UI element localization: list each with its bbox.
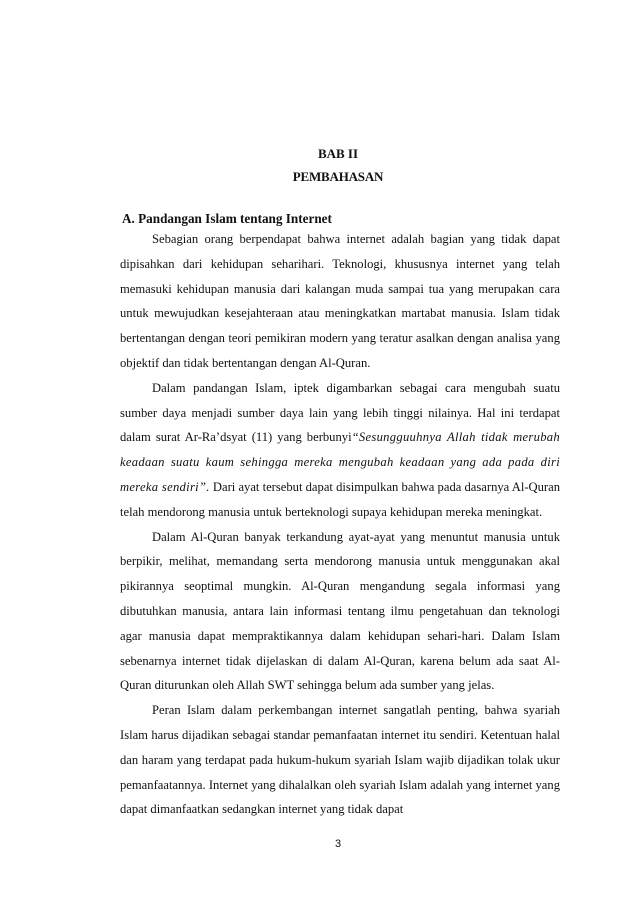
- paragraph-4: Peran Islam dalam perkembangan internet sangatlah penting, bahwa syariah Islam harus dijadikan sebagai standar pemanfaatan internet itu sendiri. Ketentuan halal dan haram yang terdapat pada hukum-hukum syariah Islam wajib dijadikan tolak ukur pemanfaatannya. Internet yang dihalalkan oleh syariah Islam adalah yang internet yang dapat dimanfaatkan sedangkan internet yang tidak dapat: [120, 703, 560, 817]
- chapter-number: BAB II: [317, 146, 359, 161]
- paragraph-1: Sebagian orang berpendapat bahwa internet adalah bagian yang tidak dapat dipisahkan dari kehidupan seharihari. Teknologi, khususnya internet yang telah memasuki kehidupan manusia dari kalangan muda sampai tua yang merupakan cara untuk mewujudkan kesejahteraan atau meningkatkan martabat manusia. Islam tidak bertentangan dengan teori pemikiran modern yang teratur asalkan dengan analisa yang objektif dan tidak bertentangan dengan Al-Quran.: [120, 232, 560, 370]
- chapter-title: PEMBAHASAN: [292, 169, 384, 184]
- body-text: [120, 227, 560, 822]
- paragraph-2-after: Dari ayat tersebut dapat disimpulkan bahwa pada dasarnya Al-Quran telah mendorong manusia untuk berteknologi supaya kehidupan mereka meningkat.: [120, 479, 560, 519]
- paragraph-2-before: Dalam pandangan Islam, iptek digambarkan sebagai cara mengubah suatu sumber daya menjadi sumber daya lain yang lebih tinggi nilainya. Hal ini terdapat dalam surat Ar-Ra’dsyat (11) yang berbunyi: [120, 380, 560, 445]
- page-number: 3: [334, 838, 342, 850]
- quran-quote: “Sesungguuhnya Allah tidak merubah keadaan suatu kaum sehingga mereka mengubah keadaan yang ada pada diri mereka sendiri”.: [120, 430, 560, 494]
- section-heading: A. Pandangan Islam tentang Internet: [122, 211, 332, 226]
- paragraph-2: [120, 376, 560, 525]
- paragraph-3: Dalam Al-Quran banyak terkandung ayat-ayat yang menuntut manusia untuk berpikir, melihat, memandang serta mendorong manusia untuk menggunakan akal pikirannya seoptimal mungkin. Al-Quran mengandung segala informasi yang dibutuhkan manusia, antara lain informasi tentang ilmu pengetahuan dan teknologi agar manusia dapat mempraktikannya dalam kehidupan sehari-hari. Dalam Islam sebenarnya internet tidak dijelaskan di dalam Al-Quran, karena belum ada saat Al-Quran diturunkan oleh Allah SWT sehingga belum ada sumber yang jelas.: [120, 529, 560, 693]
